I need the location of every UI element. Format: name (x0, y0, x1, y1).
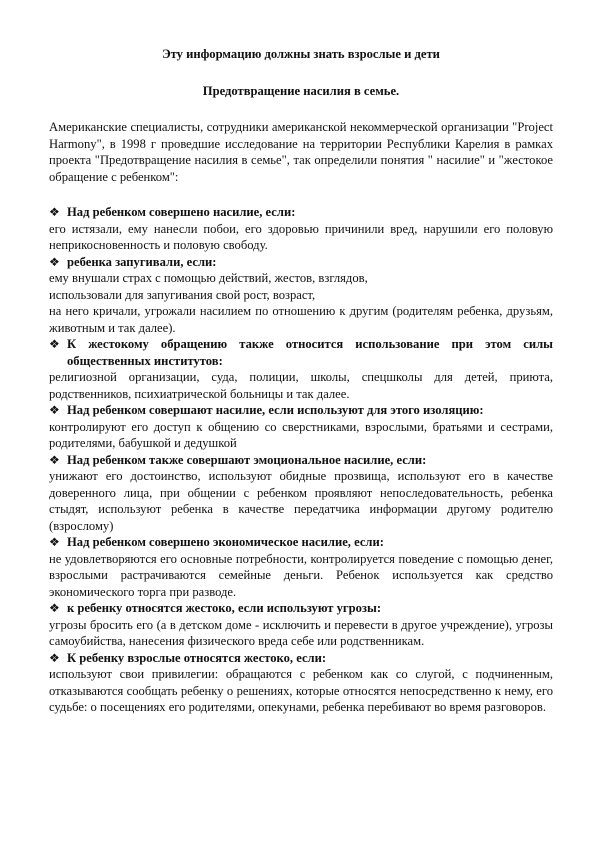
section-body (49, 221, 553, 254)
section-heading-text: Над ребенком также совершают эмоциональное насилие, если: (67, 452, 427, 467)
section-body (49, 419, 553, 452)
section-body-line: унижают его достоинство, используют обидные прозвища, используют его в качестве доверенного лица, при общении с ребенком проявляют непоследовательность, ребенка стыдят, используют ребенка в качестве передатчика информации другому родителю (взрослому) (49, 469, 553, 533)
section-body-line: религиозной организации, суда, полиции, школы, спецшколы для детей, приюта, родственников, психиатрической больницы и так далее. (49, 370, 553, 401)
section-heading-text: к ребенку относятся жестоко, если используют угрозы: (67, 601, 382, 615)
section-body-line: ему внушали страх с помощью действий, жестов, взглядов, (49, 271, 368, 285)
sections-list (49, 204, 553, 716)
section-body (49, 551, 553, 601)
section-body (49, 468, 553, 534)
section-heading-text: Над ребенком совершено экономическое насилие, если: (67, 535, 384, 549)
section-heading (49, 600, 553, 617)
document-header: Эту информацию должны знать взрослые и дети (162, 47, 440, 61)
intro-paragraph: Американские специалисты, сотрудники американской некоммерческой организации "Project Harmony", в 1998 г проведшие исследование на территории Республики Карелия в рамках проекта "Предотвращение насилия в семье", так определили понятия " насилие" и "жестокое обращение с ребенком": (49, 120, 553, 184)
section-block (49, 650, 553, 716)
section-heading-text: Над ребенком совершают насилие, если используют для этого изоляцию: (67, 403, 484, 417)
section-heading (49, 534, 553, 551)
section-heading (49, 650, 553, 667)
section-body-line: угрозы бросить его (а в детском доме - исключить и перевести в другое учреждение), угрозы самоубийства, нанесения физического вреда себе или родственникам. (49, 617, 553, 648)
section-heading (49, 452, 553, 469)
section-body-line: используют свои привилегии: обращаются с ребенком как со слугой, с подчиненным, отказываются сообщать ребенку о решениях, которые относятся непосредственно к нему, его судьбе: о посещениях его родителями, опекунами, ребенка перебивают во время разговоров. (49, 667, 553, 714)
section-block (49, 452, 553, 535)
diamond-bullet-icon: ❖ (49, 650, 60, 665)
section-heading-text: К ребенку взрослые относятся жестоко, если: (67, 650, 327, 665)
section-body-line: использовали для запугивания свой рост, возраст, (49, 287, 316, 302)
diamond-bullet-icon: ❖ (49, 205, 60, 219)
section-heading (49, 402, 553, 419)
diamond-bullet-icon: ❖ (49, 403, 60, 417)
section-block (49, 254, 553, 337)
section-heading-text: К жестокому обращению также относится использование при этом силы общественных институтов: (67, 337, 553, 368)
diamond-bullet-icon: ❖ (49, 254, 60, 269)
section-body-line: на него кричали, угрожали насилием по отношению к другим (родителям ребенка, друзьям, животным и так далее). (49, 304, 553, 335)
section-heading (49, 204, 553, 221)
section-body-line: его истязали, ему нанесли побои, его здоровью причинили вред, нарушили его половую неприкосновенность и половую свободу. (49, 221, 553, 252)
section-body (49, 270, 553, 336)
section-block (49, 402, 553, 452)
section-heading-text: ребенка запугивали, если: (67, 254, 217, 269)
diamond-bullet-icon: ❖ (49, 535, 60, 549)
document-title: Предотвращение насилия в семье. (202, 84, 400, 98)
section-body (49, 666, 553, 716)
section-body-line: контролируют его доступ к общению со сверстниками, взрослыми, братьями и сестрами, родителями, бабушкой и дедушкой (49, 419, 553, 450)
section-block (49, 336, 553, 402)
section-block (49, 534, 553, 600)
diamond-bullet-icon: ❖ (49, 452, 60, 467)
section-block (49, 600, 553, 650)
section-block (49, 204, 553, 254)
section-body-line: не удовлетворяются его основные потребности, контролируется поведение с помощью денег, взрослыми растрачиваются семейные деньги. Ребенок используется как средство экономического торга при разводе. (49, 551, 553, 599)
section-body (49, 369, 553, 402)
diamond-bullet-icon: ❖ (49, 601, 60, 615)
section-heading-text: Над ребенком совершено насилие, если: (67, 205, 296, 219)
diamond-bullet-icon: ❖ (49, 337, 60, 351)
section-heading (49, 254, 553, 271)
section-body (49, 617, 553, 650)
section-heading (49, 336, 553, 369)
